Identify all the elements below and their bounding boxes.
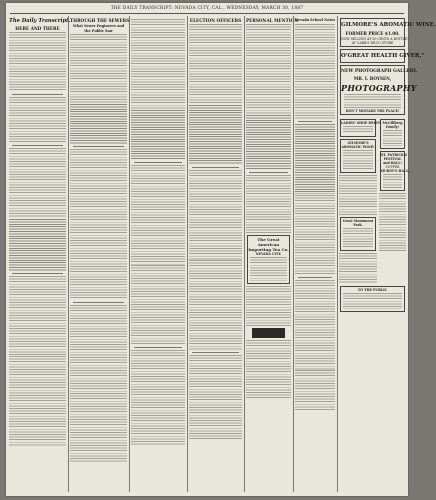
- gallery-title: NEW PHOTOGRAPH GALLERY.: [341, 69, 418, 74]
- article-text: [70, 104, 127, 144]
- divider: [134, 162, 182, 163]
- section-heading: HERE AND THERE: [15, 26, 60, 31]
- festival-and-ball: FESTIVAL and BALL!: [383, 157, 402, 165]
- column-subheading: What Sewer Engineers and the Public Saw: [72, 24, 125, 33]
- article-text: [70, 240, 127, 300]
- article-text: [9, 219, 66, 271]
- divider: [249, 172, 288, 173]
- tea-company-title: The Great American Importing Tea Co.: [248, 236, 289, 252]
- grand-monument: Great Monument Park.: [342, 219, 374, 227]
- article-text: [246, 115, 291, 170]
- newspaper-page: [6, 3, 436, 496]
- article-text: [131, 165, 185, 265]
- divider: [73, 146, 124, 147]
- column-heading: Nevada School Notes: [295, 18, 336, 22]
- gilmore-aromatic-ad: [340, 139, 376, 173]
- article-text: [131, 265, 185, 345]
- article-text: [246, 340, 291, 400]
- article-text: [189, 355, 242, 440]
- column-rule: [293, 16, 294, 492]
- ad-text: [344, 94, 401, 108]
- health-giver-ad: [340, 49, 425, 63]
- ads-subcolumn-left: [339, 117, 382, 284]
- column-rule: [129, 16, 130, 492]
- ad-text: [383, 130, 402, 146]
- column-rule: [244, 16, 245, 492]
- article-text: [70, 305, 127, 393]
- mcgillberg-family: McGillberg Family!: [382, 121, 403, 129]
- article-text: [189, 24, 242, 104]
- ad-banner: [252, 328, 285, 338]
- column-heading: ELECTION OFFICERS: [189, 18, 242, 23]
- article-text: [9, 356, 66, 446]
- ad-text: [343, 228, 373, 248]
- mcgillberg-ad: [380, 119, 405, 149]
- gilmore-price: FORMER PRICE $1.00.: [345, 31, 400, 36]
- divider: [12, 145, 63, 146]
- article-text: [189, 105, 242, 165]
- ad-text: [343, 126, 373, 134]
- divider: [298, 121, 332, 122]
- photography-title: PHOTOGRAPHY: [341, 83, 417, 93]
- article-text: [70, 34, 127, 104]
- gilmore-title: GILMORE'S AROMATIC WINE.: [341, 22, 436, 28]
- column-rule: [337, 16, 338, 492]
- article-text: [295, 280, 335, 370]
- column-heading: PERSONAL MENTION: [246, 18, 299, 23]
- gallery-owner: MR. I. BOYSEN,: [353, 76, 392, 81]
- column-1: [9, 16, 71, 492]
- article-text: [295, 124, 335, 194]
- article-text: [246, 286, 291, 326]
- article-text: [9, 276, 66, 356]
- article-text: [295, 195, 335, 275]
- ad-text: [343, 293, 402, 309]
- article-text: [131, 19, 185, 109]
- ad-text: [379, 193, 406, 253]
- divider: [192, 167, 239, 168]
- ads-subcolumn-right: [379, 117, 410, 284]
- divider: [192, 352, 239, 353]
- gilmore-where: AT CARR'S DRUG STORE: [351, 41, 394, 45]
- article-text: [70, 149, 127, 239]
- column-6: [295, 16, 335, 492]
- supper: SUPPER: [385, 165, 400, 169]
- column-heading: THROUGH THE SEWERS: [70, 18, 130, 23]
- gallery-ad: [340, 65, 418, 115]
- article-text: [246, 175, 291, 233]
- ad-text: [339, 253, 377, 283]
- festival-ad: [380, 151, 410, 191]
- tea-advertisement: [247, 235, 290, 284]
- article-text: [9, 97, 66, 143]
- column-rule: [187, 16, 188, 492]
- ad-text: [383, 174, 402, 188]
- ad-text: [343, 150, 373, 170]
- dont-mistake: DON'T MISTAKE THE PLACE!: [345, 109, 400, 113]
- ad-text: [339, 175, 377, 215]
- column-3: [131, 16, 185, 492]
- column-5: [246, 16, 299, 492]
- gilmore-wine-ad: [340, 18, 436, 47]
- article-text: [295, 24, 335, 119]
- divider: [12, 273, 63, 274]
- ads-row: [339, 117, 410, 284]
- article-text: [70, 393, 127, 463]
- divider: [12, 94, 63, 95]
- article-text: [131, 350, 185, 445]
- article-text: [295, 370, 335, 410]
- monument-park-ad: [340, 217, 376, 251]
- ladies-shoe-depot: LADIES' SHOE DEPOT: [341, 121, 382, 125]
- divider: [134, 347, 182, 348]
- column-2: [70, 16, 130, 492]
- article-text: [9, 32, 66, 92]
- masthead: THE DAILY TRANSCRIPT: NEVADA CITY, CAL., WEDNESDAY, MARCH 30, 1887: [10, 4, 404, 14]
- shoe-depot-ad: [340, 119, 382, 137]
- nameplate: The Daily Transcript.: [9, 18, 71, 24]
- divider: [73, 302, 124, 303]
- public-notice-ad: [340, 286, 405, 312]
- column-4: [189, 16, 242, 492]
- hurst-hall: HURST'S HALL,: [381, 169, 410, 173]
- divider: [298, 277, 332, 278]
- tea-city: NEVADA CITY.: [255, 251, 282, 256]
- gilmore-sale: NOW SELLING AT 50 CENTS A BOTTLE!: [341, 37, 409, 41]
- ad-text: [250, 257, 287, 281]
- article-text: [9, 148, 66, 218]
- to-the-public: TO THE PUBLIC: [357, 287, 388, 292]
- st-patricks: ST. PATRICK'S: [381, 153, 408, 157]
- article-text: [189, 260, 242, 350]
- column-rule: [68, 16, 69, 492]
- article-text: [189, 170, 242, 260]
- gilmores-aromatic: GILMORE'S AROMATIC WINE!: [341, 141, 375, 149]
- great-health-title: O'GREAT HEALTH GIVER,": [341, 53, 425, 59]
- article-text: [246, 24, 291, 114]
- article-text: [131, 110, 185, 160]
- ads-column: [339, 16, 436, 492]
